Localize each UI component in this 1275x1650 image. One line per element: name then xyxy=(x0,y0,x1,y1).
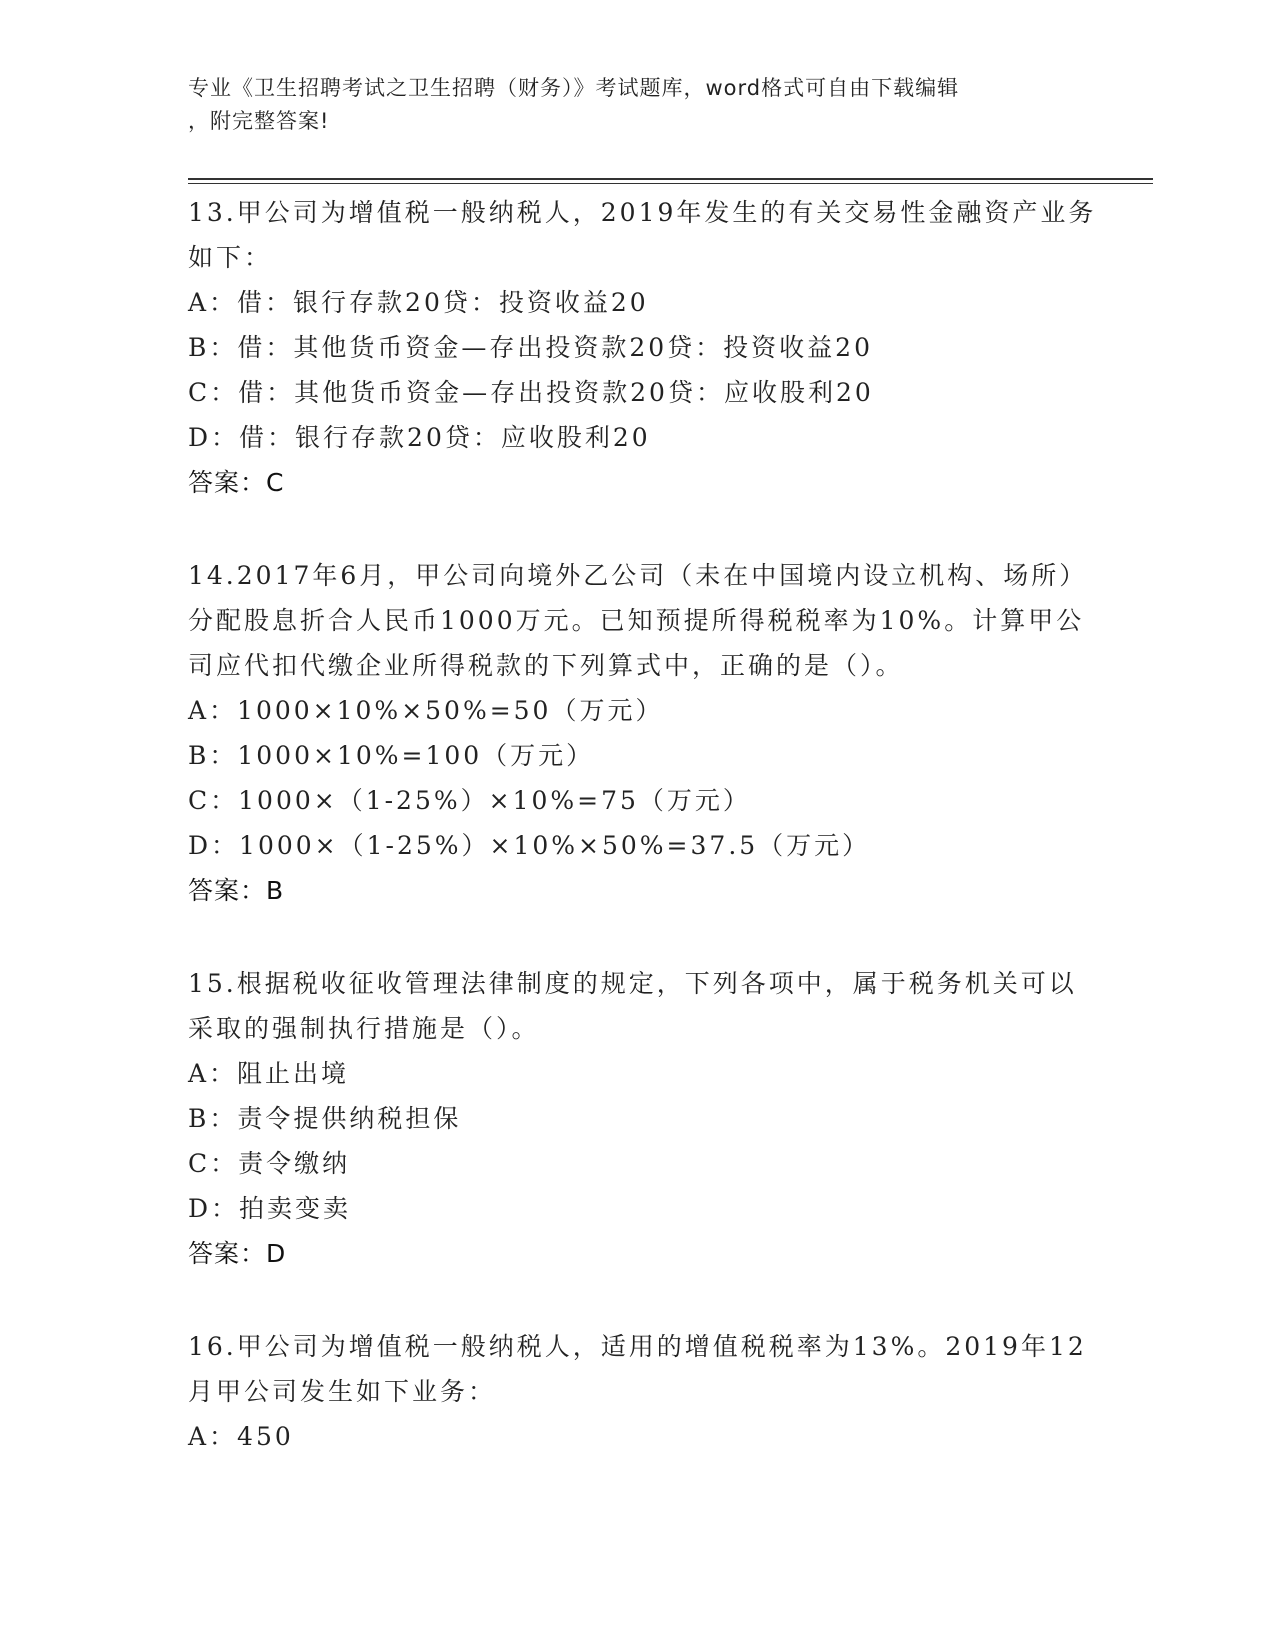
answer-value: C xyxy=(266,468,285,497)
option-a: A：借：银行存款20贷：投资收益20 xyxy=(188,288,649,317)
header-line-1: 专业《卫生招聘考试之卫生招聘（财务）》考试题库，word格式可自由下载编辑 xyxy=(188,76,960,100)
option-d: D：1000×（1-25%）×10%×50%=37.5（万元） xyxy=(188,831,871,860)
question-stem: 15.根据税收征收管理法律制度的规定，下列各项中，属于税务机关可以采取的强制执行措施是（）。 xyxy=(188,969,1077,1043)
question-list xyxy=(188,190,1098,1506)
answer-label: 答案： xyxy=(188,468,267,497)
option-d: D：拍卖变卖 xyxy=(188,1194,352,1223)
question-stem: 16.甲公司为增值税一般纳税人，适用的增值税税率为13%。2019年12月甲公司发生如下业务： xyxy=(188,1332,1087,1406)
option-a: A：450 xyxy=(188,1422,294,1451)
option-c: C：1000×（1-25%）×10%=75（万元） xyxy=(188,786,751,815)
answer-line xyxy=(188,460,1098,506)
question-stem: 14.2017年6月，甲公司向境外乙公司（未在中国境内设立机构、场所）分配股息折合人民币1000万元。已知预提所得税税率为10%。计算甲公司应代扣代缴企业所得税款的下列算式中，正确的是（）。 xyxy=(188,561,1088,680)
answer-line xyxy=(188,868,1098,914)
question-13 xyxy=(188,190,1098,506)
header-divider-thin xyxy=(188,183,1153,184)
question-stem: 13.甲公司为增值税一般纳税人，2019年发生的有关交易性金融资产业务如下： xyxy=(188,198,1097,272)
answer-line xyxy=(188,1231,1098,1277)
question-14 xyxy=(188,553,1098,914)
option-c: C：借：其他货币资金—存出投资款20贷：应收股利20 xyxy=(188,378,874,407)
question-16 xyxy=(188,1324,1098,1459)
option-d: D：借：银行存款20贷：应收股利20 xyxy=(188,423,651,452)
option-a: A：阻止出境 xyxy=(188,1059,350,1088)
option-b: B：借：其他货币资金—存出投资款20贷：投资收益20 xyxy=(188,333,873,362)
answer-label: 答案： xyxy=(188,1239,267,1268)
option-b: B：责令提供纳税担保 xyxy=(188,1104,462,1133)
question-15 xyxy=(188,961,1098,1277)
option-c: C：责令缴纳 xyxy=(188,1149,351,1178)
answer-value: D xyxy=(266,1239,287,1268)
header-divider-thick xyxy=(188,178,1153,180)
option-b: B：1000×10%=100（万元） xyxy=(188,741,595,770)
answer-value: B xyxy=(266,876,285,905)
option-a: A：1000×10%×50%=50（万元） xyxy=(188,696,664,725)
header-line-2: ，附完整答案! xyxy=(188,109,330,133)
answer-label: 答案： xyxy=(188,876,267,905)
document-header xyxy=(188,72,1068,138)
